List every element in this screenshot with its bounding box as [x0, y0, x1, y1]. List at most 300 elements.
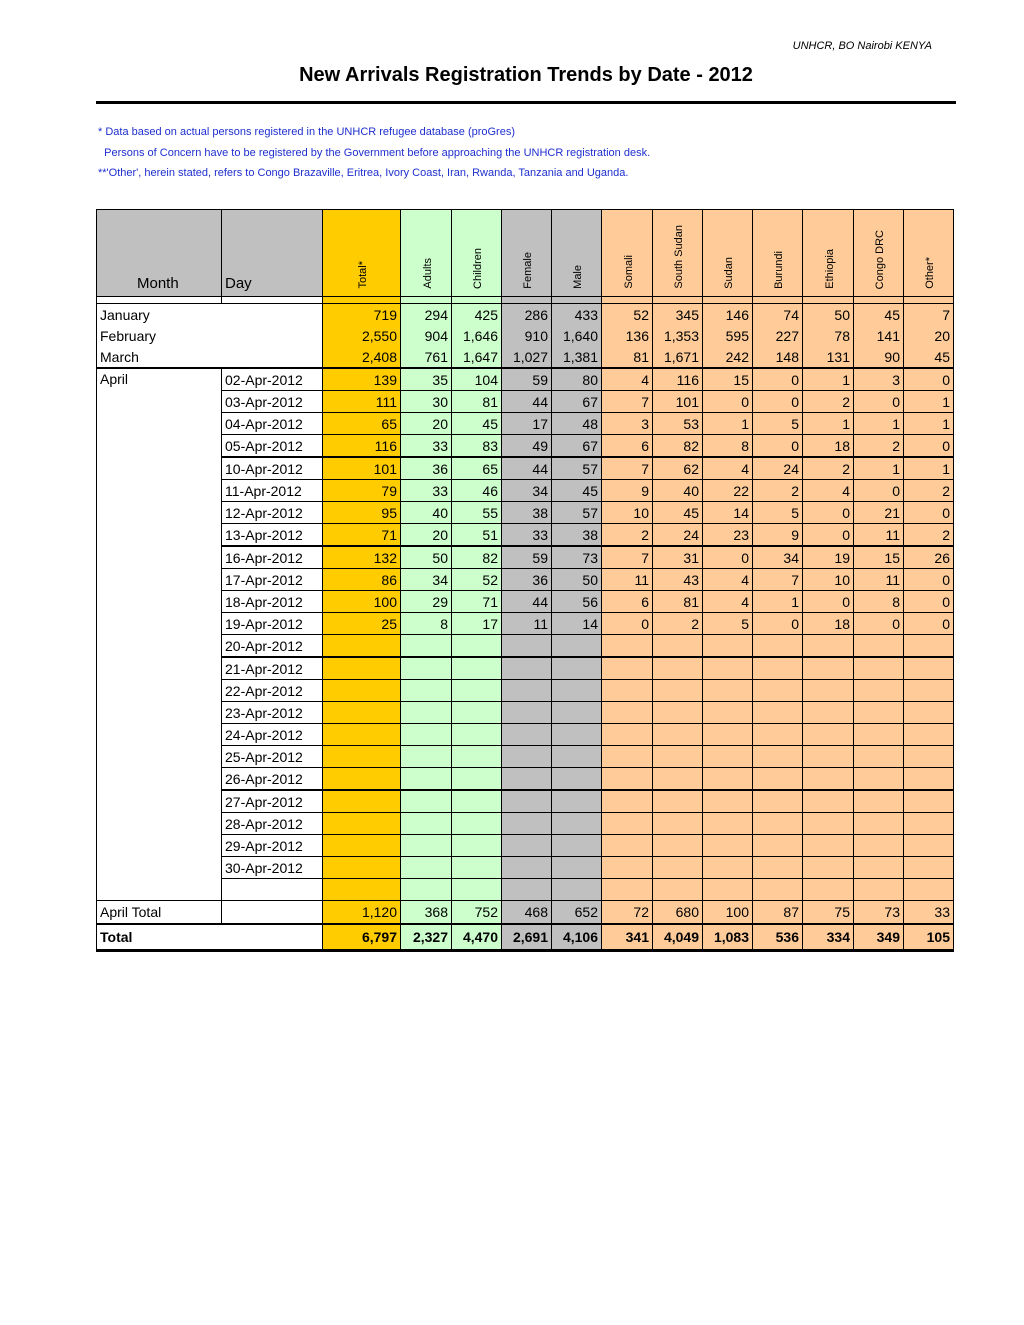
cell-somali: 2 [602, 524, 653, 547]
spacer-cell [323, 297, 401, 304]
cell-female [502, 702, 552, 724]
day-row [97, 502, 954, 524]
day-row [97, 591, 954, 613]
cell-female: 33 [502, 524, 552, 547]
cell-congo-drc: 21 [854, 502, 904, 524]
cell-female: 11 [502, 613, 552, 635]
spacer-cell [97, 297, 222, 304]
cell-ethiopia: 4 [803, 480, 854, 502]
day-row [97, 613, 954, 635]
april-total-row [97, 901, 954, 925]
cell-total [323, 835, 401, 857]
cell-female [502, 680, 552, 702]
cell-total [323, 724, 401, 746]
column-header-somali: Somali [602, 210, 653, 297]
cell-ethiopia [803, 680, 854, 702]
day-label: 04-Apr-2012 [222, 413, 323, 435]
cell-ethiopia [803, 724, 854, 746]
cell-somali: 341 [602, 924, 653, 951]
cell-children [452, 857, 502, 879]
spacer-cell [703, 297, 753, 304]
cell-burundi: 24 [753, 457, 803, 480]
cell-other [904, 746, 954, 768]
cell-other [904, 879, 954, 901]
footnotes [98, 122, 650, 184]
column-header-female: Female [502, 210, 552, 297]
cell-congo-drc [854, 857, 904, 879]
cell-burundi: 0 [753, 435, 803, 458]
cell-total [323, 813, 401, 835]
cell-congo-drc [854, 702, 904, 724]
cell-male: 433 [552, 304, 602, 326]
day-row [97, 569, 954, 591]
cell-sudan [703, 702, 753, 724]
day-label: 12-Apr-2012 [222, 502, 323, 524]
cell-children: 82 [452, 546, 502, 569]
cell-ethiopia: 131 [803, 346, 854, 368]
day-label: 19-Apr-2012 [222, 613, 323, 635]
cell-male [552, 724, 602, 746]
month-label-april: April [97, 368, 222, 901]
cell-female: 59 [502, 546, 552, 569]
cell-somali: 52 [602, 304, 653, 326]
cell-ethiopia: 1 [803, 368, 854, 391]
cell-total [323, 790, 401, 813]
cell-total: 111 [323, 391, 401, 413]
cell-burundi [753, 680, 803, 702]
cell-female: 36 [502, 569, 552, 591]
day-label: 21-Apr-2012 [222, 657, 323, 680]
cell-south-sudan: 4,049 [653, 924, 703, 951]
cell-south-sudan [653, 680, 703, 702]
cell-south-sudan [653, 857, 703, 879]
cell-children: 752 [452, 901, 502, 925]
header-row [97, 210, 954, 297]
cell-total [323, 680, 401, 702]
cell-somali [602, 768, 653, 791]
cell-total: 116 [323, 435, 401, 458]
april-total-label: April Total [97, 901, 222, 925]
cell-congo-drc: 0 [854, 391, 904, 413]
cell-south-sudan: 53 [653, 413, 703, 435]
day-row [97, 657, 954, 680]
day-label: 24-Apr-2012 [222, 724, 323, 746]
cell-total [323, 657, 401, 680]
cell-male: 45 [552, 480, 602, 502]
cell-total: 2,550 [323, 325, 401, 346]
cell-somali [602, 657, 653, 680]
cell-congo-drc [854, 790, 904, 813]
cell-total: 719 [323, 304, 401, 326]
cell-congo-drc: 8 [854, 591, 904, 613]
cell-female: 38 [502, 502, 552, 524]
cell-male: 50 [552, 569, 602, 591]
cell-children: 17 [452, 613, 502, 635]
day-row [97, 635, 954, 658]
cell-other [904, 768, 954, 791]
cell-total: 86 [323, 569, 401, 591]
cell-congo-drc: 349 [854, 924, 904, 951]
day-label: 22-Apr-2012 [222, 680, 323, 702]
cell-burundi [753, 857, 803, 879]
cell-total: 1,120 [323, 901, 401, 925]
cell-male: 73 [552, 546, 602, 569]
cell-total: 100 [323, 591, 401, 613]
cell-other [904, 857, 954, 879]
cell-sudan: 8 [703, 435, 753, 458]
cell-female: 44 [502, 591, 552, 613]
cell-burundi [753, 879, 803, 901]
cell-ethiopia [803, 657, 854, 680]
day-label: 13-Apr-2012 [222, 524, 323, 547]
cell-sudan [703, 746, 753, 768]
cell-female: 34 [502, 480, 552, 502]
cell-burundi [753, 768, 803, 791]
cell-somali [602, 813, 653, 835]
column-header-other: Other* [904, 210, 954, 297]
cell-congo-drc: 11 [854, 569, 904, 591]
column-header-congo-drc: Congo DRC [854, 210, 904, 297]
cell-sudan: 14 [703, 502, 753, 524]
cell-female [502, 857, 552, 879]
day-row [97, 835, 954, 857]
cell-children [452, 790, 502, 813]
footnote-other: **'Other', herein stated, refers to Congo Brazaville, Eritrea, Ivory Coast, Iran, Rwanda, Tanzania and Uganda. [98, 167, 629, 179]
cell-other: 105 [904, 924, 954, 951]
cell-burundi: 227 [753, 325, 803, 346]
day-row [97, 546, 954, 569]
cell-female: 17 [502, 413, 552, 435]
cell-somali [602, 702, 653, 724]
cell-south-sudan: 345 [653, 304, 703, 326]
cell-ethiopia: 18 [803, 435, 854, 458]
cell-south-sudan [653, 813, 703, 835]
cell-other: 0 [904, 368, 954, 391]
cell-children: 46 [452, 480, 502, 502]
cell-congo-drc: 1 [854, 413, 904, 435]
column-header-sudan: Sudan [703, 210, 753, 297]
cell-children [452, 680, 502, 702]
day-label: 16-Apr-2012 [222, 546, 323, 569]
cell-sudan [703, 857, 753, 879]
cell-somali [602, 724, 653, 746]
day-label: 27-Apr-2012 [222, 790, 323, 813]
column-header-adults: Adults [401, 210, 452, 297]
cell-burundi: 5 [753, 413, 803, 435]
cell-somali [602, 835, 653, 857]
cell-sudan: 4 [703, 569, 753, 591]
cell-children: 65 [452, 457, 502, 480]
cell-sudan: 23 [703, 524, 753, 547]
cell-congo-drc: 0 [854, 480, 904, 502]
cell-other: 26 [904, 546, 954, 569]
cell-adults [401, 857, 452, 879]
cell-children: 81 [452, 391, 502, 413]
cell-children: 51 [452, 524, 502, 547]
cell-male: 67 [552, 435, 602, 458]
cell-other: 0 [904, 591, 954, 613]
cell-other: 1 [904, 413, 954, 435]
day-label: 20-Apr-2012 [222, 635, 323, 658]
cell-congo-drc [854, 680, 904, 702]
cell-burundi: 87 [753, 901, 803, 925]
cell-other [904, 635, 954, 658]
column-header-children: Children [452, 210, 502, 297]
cell-male [552, 813, 602, 835]
cell-somali: 6 [602, 435, 653, 458]
cell-ethiopia [803, 813, 854, 835]
cell-sudan [703, 835, 753, 857]
cell-female: 44 [502, 391, 552, 413]
cell-south-sudan: 45 [653, 502, 703, 524]
day-row [97, 768, 954, 791]
spacer-cell [904, 297, 954, 304]
month-row [97, 325, 954, 346]
cell-total: 25 [323, 613, 401, 635]
cell-other [904, 724, 954, 746]
cell-congo-drc [854, 768, 904, 791]
cell-male: 56 [552, 591, 602, 613]
cell-female: 59 [502, 368, 552, 391]
cell-male: 57 [552, 502, 602, 524]
cell-ethiopia: 2 [803, 457, 854, 480]
cell-burundi: 74 [753, 304, 803, 326]
cell-adults: 35 [401, 368, 452, 391]
cell-male: 48 [552, 413, 602, 435]
month-label: January [97, 304, 323, 326]
cell-female: 49 [502, 435, 552, 458]
cell-congo-drc: 11 [854, 524, 904, 547]
cell-male: 80 [552, 368, 602, 391]
cell-children [452, 813, 502, 835]
cell-burundi: 1 [753, 591, 803, 613]
cell-total [323, 746, 401, 768]
cell-children: 83 [452, 435, 502, 458]
cell-other: 1 [904, 391, 954, 413]
cell-adults [401, 724, 452, 746]
cell-burundi: 5 [753, 502, 803, 524]
day-label: 26-Apr-2012 [222, 768, 323, 791]
spacer-cell [552, 297, 602, 304]
cell-sudan: 4 [703, 591, 753, 613]
cell-burundi [753, 835, 803, 857]
cell-adults: 50 [401, 546, 452, 569]
day-row [97, 435, 954, 458]
cell-somali: 6 [602, 591, 653, 613]
cell-adults: 761 [401, 346, 452, 368]
cell-sudan: 22 [703, 480, 753, 502]
cell-male [552, 657, 602, 680]
cell-adults [401, 657, 452, 680]
cell-somali: 7 [602, 457, 653, 480]
cell-adults [401, 702, 452, 724]
cell-congo-drc: 73 [854, 901, 904, 925]
arrivals-table [96, 209, 954, 952]
cell-ethiopia [803, 835, 854, 857]
day-label: 29-Apr-2012 [222, 835, 323, 857]
cell-sudan: 0 [703, 546, 753, 569]
cell-other [904, 813, 954, 835]
month-label: February [97, 325, 323, 346]
cell-burundi: 536 [753, 924, 803, 951]
column-header-male: Male [552, 210, 602, 297]
cell-south-sudan [653, 768, 703, 791]
cell-south-sudan [653, 657, 703, 680]
organization-label: UNHCR, BO Nairobi KENYA [792, 40, 932, 52]
cell-adults: 40 [401, 502, 452, 524]
cell-ethiopia: 50 [803, 304, 854, 326]
cell-female: 44 [502, 457, 552, 480]
cell-other: 0 [904, 613, 954, 635]
day-label: 30-Apr-2012 [222, 857, 323, 879]
cell-adults: 294 [401, 304, 452, 326]
day-row [97, 724, 954, 746]
cell-congo-drc [854, 635, 904, 658]
cell-female: 2,691 [502, 924, 552, 951]
cell-ethiopia: 0 [803, 524, 854, 547]
cell-other [904, 702, 954, 724]
cell-burundi [753, 702, 803, 724]
day-label: 10-Apr-2012 [222, 457, 323, 480]
table-body [97, 297, 954, 951]
cell-ethiopia: 75 [803, 901, 854, 925]
spacer-cell [452, 297, 502, 304]
cell-other: 0 [904, 569, 954, 591]
spacer-cell [401, 297, 452, 304]
cell-somali: 10 [602, 502, 653, 524]
cell-ethiopia: 1 [803, 413, 854, 435]
cell-somali: 72 [602, 901, 653, 925]
day-row [97, 879, 954, 901]
cell-children: 55 [452, 502, 502, 524]
month-row [97, 346, 954, 368]
cell-female [502, 835, 552, 857]
day-row [97, 857, 954, 879]
cell-adults [401, 813, 452, 835]
cell-ethiopia: 18 [803, 613, 854, 635]
cell-sudan [703, 813, 753, 835]
cell-burundi [753, 746, 803, 768]
cell-total: 6,797 [323, 924, 401, 951]
cell-children: 71 [452, 591, 502, 613]
cell-male [552, 879, 602, 901]
cell-south-sudan [653, 835, 703, 857]
cell-children [452, 635, 502, 658]
cell-south-sudan [653, 702, 703, 724]
month-label: March [97, 346, 323, 368]
cell-south-sudan: 2 [653, 613, 703, 635]
cell-burundi [753, 657, 803, 680]
cell-somali [602, 680, 653, 702]
cell-female [502, 724, 552, 746]
cell-somali: 7 [602, 391, 653, 413]
spacer-cell [803, 297, 854, 304]
cell-congo-drc: 141 [854, 325, 904, 346]
cell-congo-drc [854, 835, 904, 857]
cell-adults [401, 790, 452, 813]
cell-female [502, 635, 552, 658]
cell-south-sudan: 43 [653, 569, 703, 591]
header-spacer-row [97, 297, 954, 304]
cell-adults: 29 [401, 591, 452, 613]
cell-total: 71 [323, 524, 401, 547]
cell-somali: 9 [602, 480, 653, 502]
cell-adults [401, 879, 452, 901]
cell-south-sudan [653, 746, 703, 768]
cell-south-sudan: 1,671 [653, 346, 703, 368]
cell-children: 104 [452, 368, 502, 391]
spacer-cell [222, 297, 323, 304]
cell-south-sudan [653, 879, 703, 901]
cell-burundi [753, 790, 803, 813]
cell-female: 910 [502, 325, 552, 346]
cell-children [452, 879, 502, 901]
cell-south-sudan: 116 [653, 368, 703, 391]
cell-sudan: 146 [703, 304, 753, 326]
cell-burundi [753, 813, 803, 835]
cell-female [502, 879, 552, 901]
cell-south-sudan: 82 [653, 435, 703, 458]
cell-adults: 2,327 [401, 924, 452, 951]
cell-female [502, 790, 552, 813]
cell-somali [602, 635, 653, 658]
cell-other: 2 [904, 524, 954, 547]
spacer-cell [502, 297, 552, 304]
cell-somali [602, 857, 653, 879]
cell-sudan [703, 657, 753, 680]
cell-children: 52 [452, 569, 502, 591]
cell-burundi: 7 [753, 569, 803, 591]
cell-ethiopia: 2 [803, 391, 854, 413]
cell-congo-drc: 45 [854, 304, 904, 326]
grand-total-row [97, 924, 954, 951]
cell-sudan [703, 724, 753, 746]
cell-male: 38 [552, 524, 602, 547]
cell-children [452, 768, 502, 791]
cell-somali [602, 746, 653, 768]
cell-south-sudan [653, 790, 703, 813]
cell-ethiopia: 334 [803, 924, 854, 951]
cell-south-sudan: 101 [653, 391, 703, 413]
cell-male [552, 680, 602, 702]
cell-total: 95 [323, 502, 401, 524]
day-row [97, 680, 954, 702]
cell-other: 20 [904, 325, 954, 346]
cell-south-sudan [653, 724, 703, 746]
day-row [97, 524, 954, 547]
cell-ethiopia [803, 790, 854, 813]
cell-female: 468 [502, 901, 552, 925]
cell-adults: 30 [401, 391, 452, 413]
cell-south-sudan [653, 635, 703, 658]
column-header-day: Day [222, 210, 323, 297]
cell-total [323, 635, 401, 658]
cell-total [323, 857, 401, 879]
cell-female: 1,027 [502, 346, 552, 368]
column-header-burundi: Burundi [753, 210, 803, 297]
cell-other: 1 [904, 457, 954, 480]
cell-other [904, 657, 954, 680]
cell-ethiopia: 0 [803, 591, 854, 613]
cell-sudan: 15 [703, 368, 753, 391]
cell-burundi: 9 [753, 524, 803, 547]
cell-adults: 33 [401, 435, 452, 458]
cell-ethiopia [803, 857, 854, 879]
day-row [97, 391, 954, 413]
cell-total: 79 [323, 480, 401, 502]
cell-sudan: 100 [703, 901, 753, 925]
cell-female: 286 [502, 304, 552, 326]
